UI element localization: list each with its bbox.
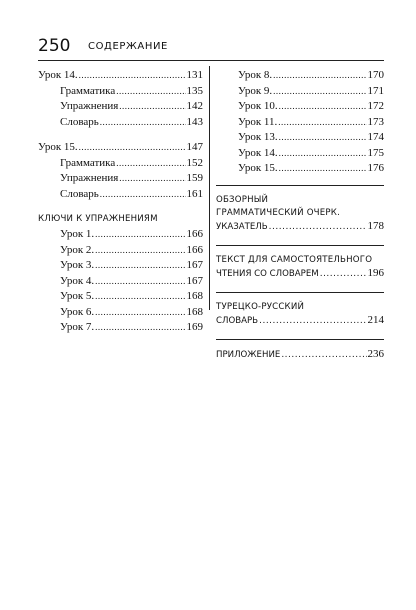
toc-section-grammar-overview[interactable] [216, 194, 384, 233]
toc-key-entry[interactable] [216, 161, 384, 177]
toc-entry-title: ПРИЛОЖЕНИЕ [216, 349, 281, 360]
toc-entry-title: ЧТЕНИЯ СО СЛОВАРЕМ [216, 268, 319, 279]
spacer [38, 130, 203, 140]
toc-key-entry[interactable] [38, 305, 203, 321]
toc-leader-dots [116, 84, 185, 100]
keys-section-heading[interactable]: КЛЮЧИ К УПРАЖНЕНИЯМ [38, 214, 158, 224]
toc-leader-dots [119, 99, 185, 115]
toc-section-last-line [216, 348, 384, 361]
toc-section-last-line [216, 314, 384, 327]
toc-entry-page: 166 [186, 228, 203, 240]
toc-leader-dots [273, 68, 366, 84]
toc-leader-dots [79, 140, 186, 156]
toc-subentry[interactable] [38, 115, 203, 131]
toc-leader-dots [269, 221, 367, 234]
toc-entry-page: 167 [186, 259, 203, 271]
toc-key-entry[interactable] [216, 99, 384, 115]
toc-entry-page: 175 [367, 146, 384, 159]
toc-leader-dots [281, 349, 366, 362]
toc-leader-dots [95, 305, 185, 321]
column-divider [209, 66, 210, 310]
toc-entry-title: Урок 13. [238, 131, 278, 143]
toc-entry-page: 178 [367, 219, 384, 232]
toc-entry-title: Урок 4. [60, 274, 95, 287]
toc-entry-page: 168 [186, 290, 203, 302]
toc-leader-dots [279, 130, 367, 146]
toc-entry-lesson-15[interactable] [38, 140, 203, 156]
toc-entry-title: Грамматика [60, 84, 116, 97]
toc-entry-lesson-14[interactable] [38, 68, 203, 84]
toc-entry-title: Урок 6. [60, 305, 95, 318]
toc-entry-title: Урок 2. [60, 243, 95, 256]
toc-entry-title: СЛОВАРЬ [216, 315, 259, 326]
toc-key-entry[interactable] [38, 320, 203, 336]
toc-leader-dots [100, 115, 186, 131]
toc-leader-dots [279, 146, 367, 162]
toc-entry-page: 143 [186, 115, 203, 128]
page-number: 250 [38, 36, 71, 56]
toc-entry-title: Урок 15. [238, 162, 278, 174]
toc-key-entry[interactable] [216, 115, 384, 131]
toc-subentry[interactable] [38, 187, 203, 203]
toc-key-entry[interactable] [216, 130, 384, 146]
toc-entry-page: 176 [367, 162, 384, 174]
toc-entry-title: Урок 15. [38, 141, 78, 153]
toc-entry-title: Урок 10. [238, 100, 278, 112]
toc-entry-page: 159 [186, 172, 203, 184]
toc-entry-page: 166 [186, 243, 203, 256]
toc-section-line: ТЕКСТ ДЛЯ САМОСТОЯТЕЛЬНОГО [216, 254, 373, 265]
toc-subentry[interactable] [38, 156, 203, 172]
toc-entry-title: Урок 8. [238, 69, 273, 81]
toc-entry-page: 135 [186, 84, 203, 97]
toc-entry-page: 161 [186, 187, 203, 200]
toc-entry-title: Словарь [60, 115, 99, 128]
toc-entry-page: 172 [367, 100, 384, 112]
toc-entry-title: Урок 3. [60, 259, 95, 271]
toc-entry-page: 142 [186, 100, 203, 112]
toc-entry-title: Упражнения [60, 172, 119, 184]
toc-leader-dots [95, 289, 185, 305]
toc-subentry[interactable] [38, 99, 203, 115]
toc-entry-page: 173 [367, 115, 384, 128]
toc-key-entry[interactable] [216, 146, 384, 162]
toc-entry-title: Урок 9. [238, 84, 273, 97]
toc-entry-title: Урок 14. [238, 146, 278, 159]
toc-key-entry[interactable] [38, 227, 203, 243]
toc-subentry[interactable] [38, 84, 203, 100]
toc-section-line: ТУРЕЦКО-РУССКИЙ [216, 301, 305, 312]
toc-key-entry[interactable] [38, 289, 203, 305]
toc-key-entry[interactable] [38, 258, 203, 274]
toc-leader-dots [259, 315, 366, 328]
toc-key-entry[interactable] [216, 68, 384, 84]
toc-leader-dots [100, 187, 186, 203]
toc-entry-title: Урок 7. [60, 321, 95, 333]
toc-leader-dots [279, 99, 367, 115]
section-rule [216, 292, 384, 293]
toc-leader-dots [273, 84, 366, 100]
toc-section-line: ОБЗОРНЫЙ [216, 194, 269, 205]
section-rule [216, 339, 384, 340]
toc-left-column [38, 68, 203, 336]
toc-key-entry[interactable] [38, 243, 203, 259]
spacer [216, 177, 384, 185]
toc-entry-page: 236 [367, 347, 384, 360]
toc-entry-title: Грамматика [60, 156, 116, 169]
toc-entry-page: 131 [186, 69, 203, 81]
toc-right-column [216, 68, 384, 373]
toc-leader-dots [279, 161, 367, 177]
toc-leader-dots [95, 274, 185, 290]
toc-section-last-line [216, 267, 384, 280]
spacer [38, 202, 203, 212]
toc-subentry[interactable] [38, 171, 203, 187]
toc-leader-dots [79, 68, 186, 84]
toc-entry-title: УКАЗАТЕЛЬ [216, 221, 268, 232]
toc-leader-dots [320, 268, 367, 281]
toc-leader-dots [278, 115, 366, 131]
page-header [38, 36, 384, 61]
toc-leader-dots [116, 156, 185, 172]
toc-entry-page: 196 [367, 266, 384, 279]
toc-entry-title: Упражнения [60, 100, 119, 112]
toc-leader-dots [95, 320, 185, 336]
toc-entry-page: 168 [186, 305, 203, 318]
toc-leader-dots [95, 243, 185, 259]
toc-entry-title: Урок 11. [238, 115, 278, 128]
toc-entry-page: 147 [186, 141, 203, 153]
toc-entry-title: Словарь [60, 187, 99, 200]
toc-leader-dots [95, 227, 185, 243]
toc-entry-page: 152 [186, 156, 203, 169]
toc-section-last-line [216, 220, 384, 233]
toc-entry-page: 171 [367, 84, 384, 97]
toc-section-appendix[interactable] [216, 348, 384, 361]
toc-key-entry[interactable] [38, 274, 203, 290]
toc-entry-title: Урок 5. [60, 290, 95, 302]
toc-entry-page: 169 [186, 321, 203, 333]
toc-entry-page: 214 [367, 313, 384, 326]
toc-leader-dots [95, 258, 185, 274]
toc-entry-title: Урок 1. [60, 228, 95, 240]
toc-section-reading-text[interactable] [216, 254, 384, 280]
toc-entry-page: 170 [367, 69, 384, 81]
section-rule [216, 185, 384, 186]
toc-leader-dots [119, 171, 185, 187]
toc-entry-title: Урок 14. [38, 69, 78, 81]
running-title: СОДЕРЖАНИЕ [88, 41, 168, 52]
section-rule [216, 245, 384, 246]
toc-section-line: ГРАММАТИЧЕСКИЙ ОЧЕРК. [216, 207, 341, 218]
toc-key-entry[interactable] [216, 84, 384, 100]
toc-entry-page: 167 [186, 274, 203, 287]
toc-section-dictionary[interactable] [216, 301, 384, 327]
toc-entry-page: 174 [367, 131, 384, 143]
